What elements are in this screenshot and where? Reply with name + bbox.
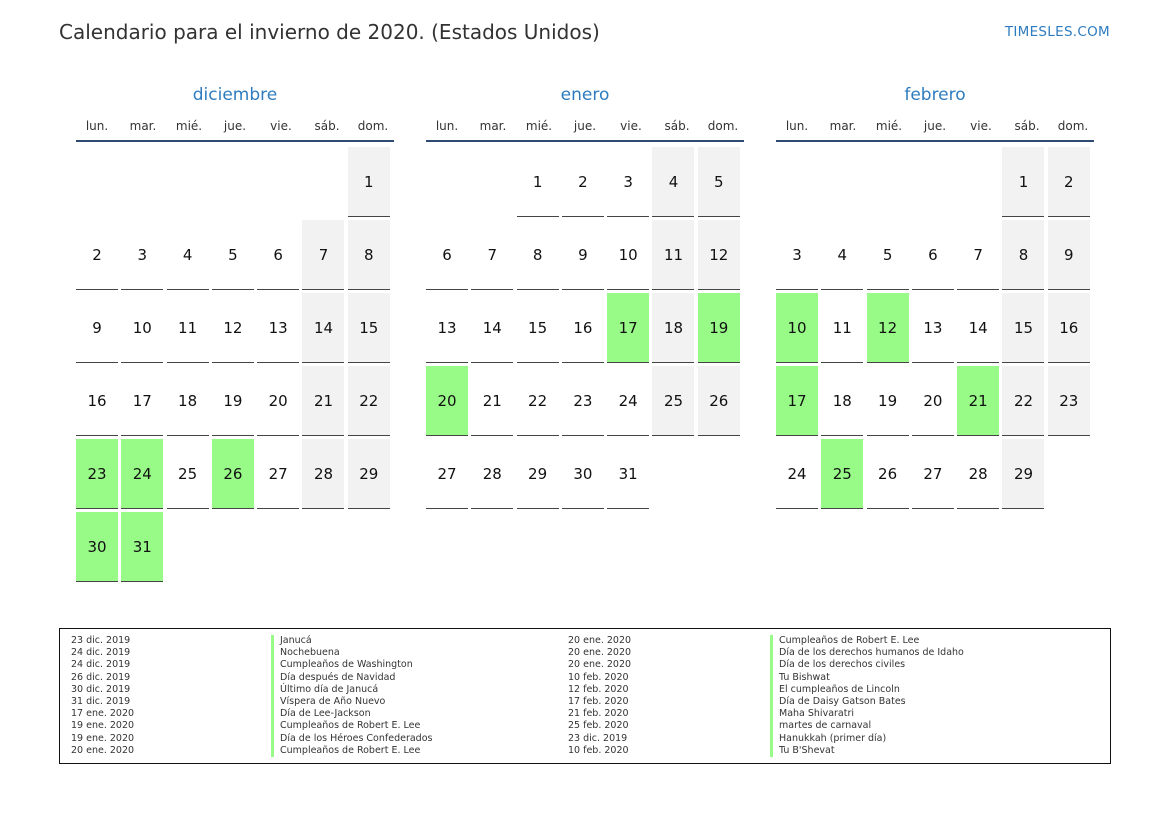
day-cell[interactable]: 27 [257, 439, 299, 509]
weekday-label: lun. [785, 119, 809, 133]
empty-day-cell [302, 147, 344, 217]
day-cell[interactable]: 20 [257, 366, 299, 436]
day-cell[interactable]: 13 [257, 293, 299, 363]
holiday-date: 21 feb. 2020 [568, 708, 629, 720]
day-cell[interactable]: 6 [426, 220, 468, 290]
month-february [776, 82, 1094, 509]
day-cell[interactable]: 22 [1002, 366, 1044, 436]
holiday-dates-left [71, 635, 134, 757]
day-cell[interactable]: 4 [167, 220, 209, 290]
day-cell[interactable]: 19 [867, 366, 909, 436]
holiday-date: 10 feb. 2020 [568, 671, 629, 683]
day-cell[interactable]: 10 [776, 293, 818, 363]
brand-link[interactable]: TIMESLES.COM [1004, 24, 1110, 40]
day-cell[interactable]: 17 [607, 293, 649, 363]
day-cell[interactable]: 7 [471, 220, 513, 290]
day-cell[interactable]: 29 [1002, 439, 1044, 509]
weekday-label: vie. [620, 119, 642, 133]
day-cell[interactable]: 6 [912, 220, 954, 290]
weekday-label: mié. [175, 119, 203, 133]
holiday-date: 20 ene. 2020 [71, 744, 135, 756]
month-december [76, 82, 394, 582]
day-cell[interactable]: 2 [562, 147, 604, 217]
day-cell[interactable]: 31 [121, 512, 163, 582]
day-cell[interactable]: 21 [957, 366, 999, 436]
weekday-label: dom. [707, 119, 739, 133]
day-cell[interactable]: 23 [562, 366, 604, 436]
holiday-dates-right [568, 635, 631, 757]
holiday-date: 20 ene. 2020 [568, 659, 632, 671]
day-cell[interactable]: 9 [1048, 220, 1090, 290]
holiday-name: Día de los derechos civiles [770, 659, 964, 671]
day-cell[interactable]: 1 [1002, 147, 1044, 217]
weekday-label: sáb. [314, 119, 340, 133]
month-january [426, 82, 744, 509]
holiday-date: 23 dic. 2019 [71, 635, 131, 646]
empty-day-cell [212, 147, 254, 217]
holiday-name: Maha Shivaratri [770, 708, 964, 720]
holiday-date: 26 dic. 2019 [71, 671, 131, 683]
empty-day-cell [257, 147, 299, 217]
weekday-label: jue. [573, 119, 597, 133]
day-cell[interactable]: 4 [652, 147, 694, 217]
day-cell[interactable]: 17 [121, 366, 163, 436]
weekday-header [76, 108, 394, 142]
holiday-name: Cumpleaños de Washington [271, 659, 432, 671]
day-cell[interactable]: 28 [471, 439, 513, 509]
holiday-date: 24 dic. 2019 [71, 659, 131, 671]
day-cell[interactable]: 9 [562, 220, 604, 290]
empty-day-cell [776, 147, 818, 217]
day-cell[interactable]: 3 [776, 220, 818, 290]
day-cell[interactable]: 3 [607, 147, 649, 217]
day-cell[interactable]: 20 [912, 366, 954, 436]
weekday-label: sáb. [664, 119, 690, 133]
holiday-name: Nochebuena [271, 647, 432, 659]
weekday-label: mar. [479, 119, 507, 133]
day-cell[interactable]: 24 [121, 439, 163, 509]
weekday-label: mié. [875, 119, 903, 133]
day-grid [426, 147, 744, 509]
weekday-label: mié. [525, 119, 553, 133]
empty-day-cell [121, 147, 163, 217]
day-cell[interactable]: 11 [652, 220, 694, 290]
holiday-name: Día de Daisy Gatson Bates [770, 696, 964, 708]
day-cell[interactable]: 8 [517, 220, 559, 290]
holiday-name: Tu B'Shevat [770, 745, 964, 757]
weekday-label: sáb. [1014, 119, 1040, 133]
day-cell[interactable]: 21 [302, 366, 344, 436]
weekday-label: mar. [829, 119, 857, 133]
weekday-label: jue. [223, 119, 247, 133]
day-grid [76, 147, 394, 582]
day-cell[interactable]: 5 [698, 147, 740, 217]
day-cell[interactable]: 6 [257, 220, 299, 290]
day-cell[interactable]: 14 [302, 293, 344, 363]
holiday-date: 19 ene. 2020 [71, 720, 135, 732]
day-cell[interactable]: 14 [957, 293, 999, 363]
holiday-date: 30 dic. 2019 [71, 683, 131, 695]
holiday-name: El cumpleaños de Lincoln [770, 684, 964, 696]
holiday-date: 12 feb. 2020 [568, 683, 629, 695]
holiday-names-right [770, 635, 964, 757]
day-cell[interactable]: 1 [348, 147, 390, 217]
holiday-name: Janucá [271, 635, 432, 647]
day-cell[interactable]: 5 [867, 220, 909, 290]
holiday-name: Día de los derechos humanos de Idaho [770, 647, 964, 659]
day-cell[interactable]: 19 [698, 293, 740, 363]
empty-day-cell [957, 147, 999, 217]
weekday-label: jue. [923, 119, 947, 133]
day-cell[interactable]: 8 [1002, 220, 1044, 290]
holiday-name: Día de Lee-Jackson [271, 708, 432, 720]
day-cell[interactable]: 11 [167, 293, 209, 363]
day-cell[interactable]: 23 [1048, 366, 1090, 436]
day-cell[interactable]: 27 [912, 439, 954, 509]
day-cell[interactable]: 2 [1048, 147, 1090, 217]
day-cell[interactable]: 30 [562, 439, 604, 509]
weekday-label: dom. [1057, 119, 1089, 133]
weekday-label: dom. [357, 119, 389, 133]
holiday-name: Cumpleaños de Robert E. Lee [271, 720, 432, 732]
holiday-name: Cumpleaños de Robert E. Lee [770, 635, 964, 647]
day-grid [776, 147, 1094, 509]
weekday-label: lun. [435, 119, 459, 133]
weekday-label: mar. [129, 119, 157, 133]
day-cell[interactable]: 8 [348, 220, 390, 290]
day-cell[interactable]: 21 [471, 366, 513, 436]
day-cell[interactable]: 22 [348, 366, 390, 436]
holiday-date: 25 feb. 2020 [568, 720, 629, 732]
day-cell[interactable]: 12 [212, 293, 254, 363]
day-cell[interactable]: 1 [517, 147, 559, 217]
day-cell[interactable]: 2 [76, 220, 118, 290]
day-cell[interactable]: 18 [652, 293, 694, 363]
day-cell[interactable]: 26 [867, 439, 909, 509]
day-cell[interactable]: 18 [167, 366, 209, 436]
day-cell[interactable]: 16 [1048, 293, 1090, 363]
day-cell[interactable]: 12 [698, 220, 740, 290]
day-cell[interactable]: 25 [821, 439, 863, 509]
holiday-names-left [271, 635, 432, 757]
holiday-name: Día después de Navidad [271, 672, 432, 684]
holiday-date: 17 feb. 2020 [568, 695, 629, 707]
month-name: diciembre [192, 85, 278, 105]
day-cell[interactable]: 29 [348, 439, 390, 509]
day-cell[interactable]: 20 [426, 366, 468, 436]
holiday-date: 20 ene. 2020 [568, 635, 632, 646]
month-name: enero [560, 85, 610, 105]
holiday-date: 19 ene. 2020 [71, 732, 135, 744]
holiday-name: Tu Bishwat [770, 672, 964, 684]
empty-day-cell [912, 147, 954, 217]
weekday-header [776, 108, 1094, 142]
day-cell[interactable]: 18 [821, 366, 863, 436]
day-cell[interactable]: 31 [607, 439, 649, 509]
day-cell[interactable]: 16 [76, 366, 118, 436]
empty-day-cell [821, 147, 863, 217]
day-cell[interactable]: 23 [76, 439, 118, 509]
holiday-date: 20 ene. 2020 [568, 647, 632, 659]
day-cell[interactable]: 5 [212, 220, 254, 290]
day-cell[interactable]: 10 [121, 293, 163, 363]
day-cell[interactable]: 13 [912, 293, 954, 363]
holiday-date: 24 dic. 2019 [71, 647, 131, 659]
holiday-name: Hanukkah (primer día) [770, 733, 964, 745]
empty-day-cell [167, 147, 209, 217]
day-cell[interactable]: 22 [517, 366, 559, 436]
day-cell[interactable]: 7 [957, 220, 999, 290]
holiday-name: Víspera de Año Nuevo [271, 696, 432, 708]
empty-day-cell [471, 147, 513, 217]
holiday-name: Día de los Héroes Confederados [271, 733, 432, 745]
day-cell[interactable]: 3 [121, 220, 163, 290]
holiday-date: 31 dic. 2019 [71, 695, 131, 707]
day-cell[interactable]: 28 [302, 439, 344, 509]
holiday-name: Cumpleaños de Robert E. Lee [271, 745, 432, 757]
day-cell[interactable]: 9 [76, 293, 118, 363]
holiday-name: Último día de Janucá [271, 684, 432, 696]
day-cell[interactable]: 26 [212, 439, 254, 509]
empty-day-cell [76, 147, 118, 217]
day-cell[interactable]: 14 [471, 293, 513, 363]
weekday-label: vie. [970, 119, 992, 133]
day-cell[interactable]: 15 [517, 293, 559, 363]
day-cell[interactable]: 24 [607, 366, 649, 436]
day-cell[interactable]: 29 [517, 439, 559, 509]
day-cell[interactable]: 19 [212, 366, 254, 436]
weekday-header [426, 108, 744, 142]
empty-day-cell [426, 147, 468, 217]
holiday-date: 10 feb. 2020 [568, 744, 629, 756]
day-cell[interactable]: 12 [867, 293, 909, 363]
day-cell[interactable]: 4 [821, 220, 863, 290]
day-cell[interactable]: 10 [607, 220, 649, 290]
day-cell[interactable]: 27 [426, 439, 468, 509]
day-cell[interactable]: 7 [302, 220, 344, 290]
empty-day-cell [867, 147, 909, 217]
month-name: febrero [904, 85, 966, 105]
day-cell[interactable]: 13 [426, 293, 468, 363]
day-cell[interactable]: 25 [167, 439, 209, 509]
day-cell[interactable]: 15 [348, 293, 390, 363]
holiday-name: martes de carnaval [770, 720, 964, 732]
holiday-date: 17 ene. 2020 [71, 708, 135, 720]
day-cell[interactable]: 24 [776, 439, 818, 509]
day-cell[interactable]: 17 [776, 366, 818, 436]
day-cell[interactable]: 26 [698, 366, 740, 436]
day-cell[interactable]: 28 [957, 439, 999, 509]
day-cell[interactable]: 11 [821, 293, 863, 363]
holiday-list [59, 628, 1111, 764]
weekday-label: lun. [85, 119, 109, 133]
holiday-date: 23 dic. 2019 [568, 732, 628, 744]
day-cell[interactable]: 15 [1002, 293, 1044, 363]
page-title: Calendario para el invierno de 2020. (Estados Unidos) [59, 20, 600, 44]
day-cell[interactable]: 16 [562, 293, 604, 363]
weekday-label: vie. [270, 119, 292, 133]
day-cell[interactable]: 25 [652, 366, 694, 436]
day-cell[interactable]: 30 [76, 512, 118, 582]
